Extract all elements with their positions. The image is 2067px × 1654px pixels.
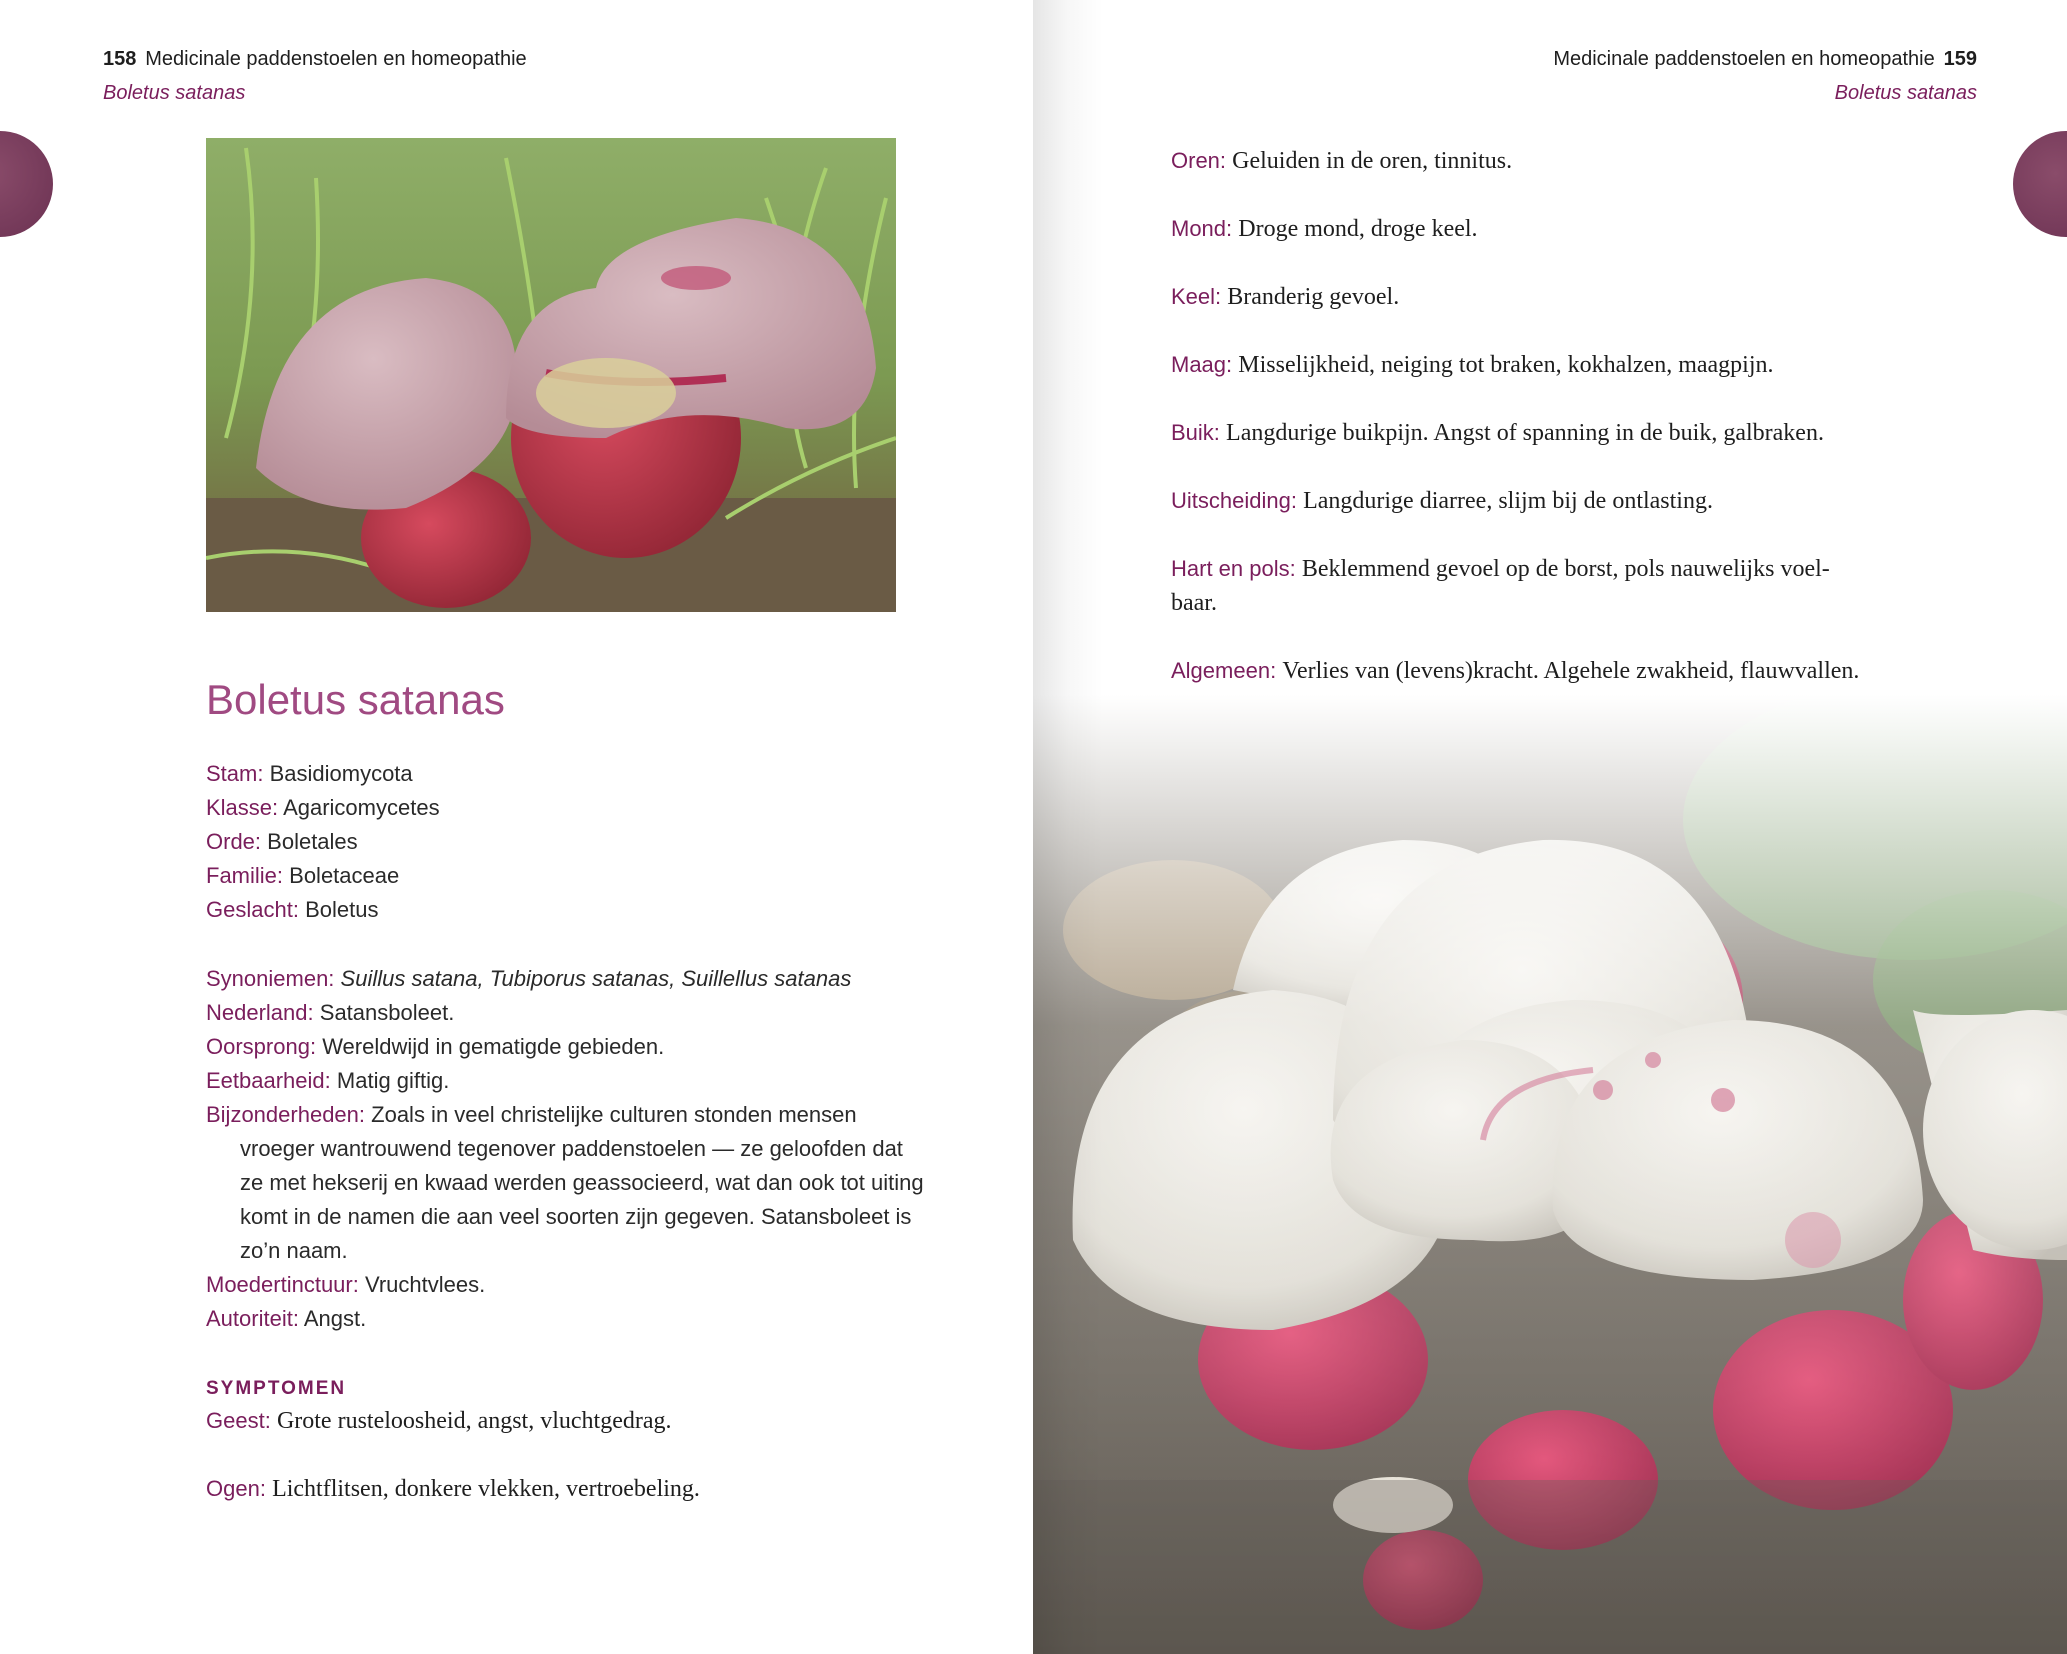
symptom-row-hart: [1171, 552, 1931, 586]
symptom-value: Geluiden in de oren, tinnitus.: [1232, 148, 1513, 174]
autoriteit-row: [206, 1302, 926, 1336]
symptom-value: Verlies van (levens)kracht. Algehele zwakheid, flauwvallen.: [1282, 658, 1860, 684]
symptom-row: [1171, 212, 1931, 246]
right-page: [1033, 0, 2067, 1654]
taxonomy-value: Agaricomycetes: [283, 795, 440, 820]
taxonomy-value: Boletus: [305, 897, 379, 922]
nederland-value: Satansboleet.: [319, 1000, 455, 1025]
mushroom-photo-top: [206, 138, 896, 612]
symptom-label: Geest:: [206, 1408, 271, 1433]
left-running-subtitle: Boletus satanas: [103, 82, 246, 104]
bijzonderheden-line: vroeger wantrouwend tegenover paddenstoelen — ze geloofden dat: [240, 1136, 903, 1161]
right-running-subtitle: Boletus satanas: [1834, 82, 1977, 104]
taxonomy-row: [206, 859, 440, 893]
oorsprong-row: [206, 1030, 926, 1064]
symptom-label: Keel:: [1171, 284, 1222, 309]
symptom-label: Uitscheiding:: [1171, 488, 1297, 513]
taxonomy-value: Boletaceae: [289, 863, 400, 888]
right-symptoms-block: [1171, 144, 1931, 688]
bijzonderheden-line: komt in de namen die aan veel soorten zijn gegeven. Satansboleet is: [240, 1204, 912, 1229]
eetbaarheid-row: [206, 1064, 926, 1098]
eetbaarheid-value: Matig giftig.: [336, 1068, 450, 1093]
nederland-row: [206, 996, 926, 1030]
symptom-row: [206, 1472, 700, 1506]
oorsprong-label: Oorsprong:: [206, 1034, 317, 1059]
moedertinctuur-label: Moedertinctuur:: [206, 1272, 359, 1297]
bijzonderheden-line: zo’n naam.: [240, 1238, 348, 1263]
symptom-label: Algemeen:: [1171, 658, 1277, 683]
moedertinctuur-value: Vruchtvlees.: [364, 1272, 486, 1297]
taxonomy-label: Geslacht:: [206, 897, 299, 922]
symptom-row: [1171, 348, 1931, 382]
symptom-label: Oren:: [1171, 148, 1227, 173]
taxonomy-label: Klasse:: [206, 795, 279, 820]
species-title: Boletus satanas: [206, 676, 505, 723]
symptom-row: [1171, 144, 1931, 178]
symptom-label: Maag:: [1171, 352, 1233, 377]
symptom-label: Buik:: [1171, 420, 1220, 445]
symptom-value: baar.: [1171, 590, 1217, 616]
synonyms-value: Suillus satana, Tubiporus satanas, Suillellus satanas: [340, 966, 852, 991]
bijzonderheden-line: ze met hekserij en kwaad werden geassocieerd, wat dan ook tot uiting: [240, 1170, 924, 1195]
bijzonderheden-row: [206, 1098, 926, 1132]
taxonomy-row: [206, 893, 440, 927]
symptom-value: Droge mond, droge keel.: [1238, 216, 1478, 242]
symptom-value: Lichtflitsen, donkere vlekken, vertroebeling.: [272, 1476, 700, 1502]
taxonomy-label: Familie:: [206, 863, 284, 888]
nederland-label: Nederland:: [206, 1000, 314, 1025]
right-page-number: 159: [1943, 48, 1977, 70]
symptom-label: Hart en pols:: [1171, 556, 1296, 581]
moedertinctuur-row: [206, 1268, 926, 1302]
left-running-title: Medicinale paddenstoelen en homeopathie: [145, 48, 527, 70]
taxonomy-label: Orde:: [206, 829, 262, 854]
taxonomy-row: [206, 757, 440, 791]
details-block: [206, 962, 926, 1336]
taxonomy-row: [206, 825, 440, 859]
symptoms-heading: SYMPTOMEN: [206, 1378, 347, 1399]
left-running-header: [103, 48, 527, 71]
symptom-label: Ogen:: [206, 1476, 266, 1501]
bijzonderheden-line: Zoals in veel christelijke culturen stonden mensen: [371, 1102, 857, 1127]
symptom-row: [1171, 416, 1931, 450]
symptom-value: Grote rusteloosheid, angst, vluchtgedrag.: [276, 1408, 672, 1434]
oorsprong-value: Wereldwijd in gematigde gebieden.: [322, 1034, 665, 1059]
symptom-row-hart-continued: [1171, 586, 1931, 620]
left-page-number: 158: [103, 48, 137, 70]
symptom-value: Beklemmend gevoel op de borst, pols nauwelijks voel-: [1301, 556, 1830, 582]
symptom-value: Langdurige buikpijn. Angst of spanning in de buik, galbraken.: [1226, 420, 1824, 446]
left-page: [0, 0, 1033, 1654]
symptom-value: Misselijkheid, neiging tot braken, kokhalzen, maagpijn.: [1238, 352, 1774, 378]
synonyms-row: [206, 962, 926, 996]
symptom-value: Branderig gevoel.: [1227, 284, 1400, 310]
taxonomy-row: [206, 791, 440, 825]
symptom-row: [1171, 484, 1931, 518]
synonyms-label: Synoniemen:: [206, 966, 335, 991]
taxonomy-value: Boletales: [267, 829, 358, 854]
taxonomy-value: Basidiomycota: [269, 761, 413, 786]
taxonomy-block: [206, 757, 440, 927]
eetbaarheid-label: Eetbaarheid:: [206, 1068, 331, 1093]
bijzonderheden-label: Bijzonderheden:: [206, 1102, 366, 1127]
mushroom-photo-illustration: [206, 138, 896, 612]
symptom-label: Mond:: [1171, 216, 1233, 241]
right-running-header: [1553, 48, 1977, 71]
symptom-row: [1171, 280, 1931, 314]
taxonomy-label: Stam:: [206, 761, 264, 786]
right-running-title: Medicinale paddenstoelen en homeopathie: [1553, 48, 1935, 70]
autoriteit-value: Angst.: [303, 1306, 367, 1331]
symptom-value: Langdurige diarree, slijm bij de ontlasting.: [1303, 488, 1713, 514]
symptom-row: [1171, 654, 1931, 688]
autoriteit-label: Autoriteit:: [206, 1306, 299, 1331]
left-thumb-tab: [0, 131, 53, 237]
symptom-row: [206, 1404, 672, 1438]
